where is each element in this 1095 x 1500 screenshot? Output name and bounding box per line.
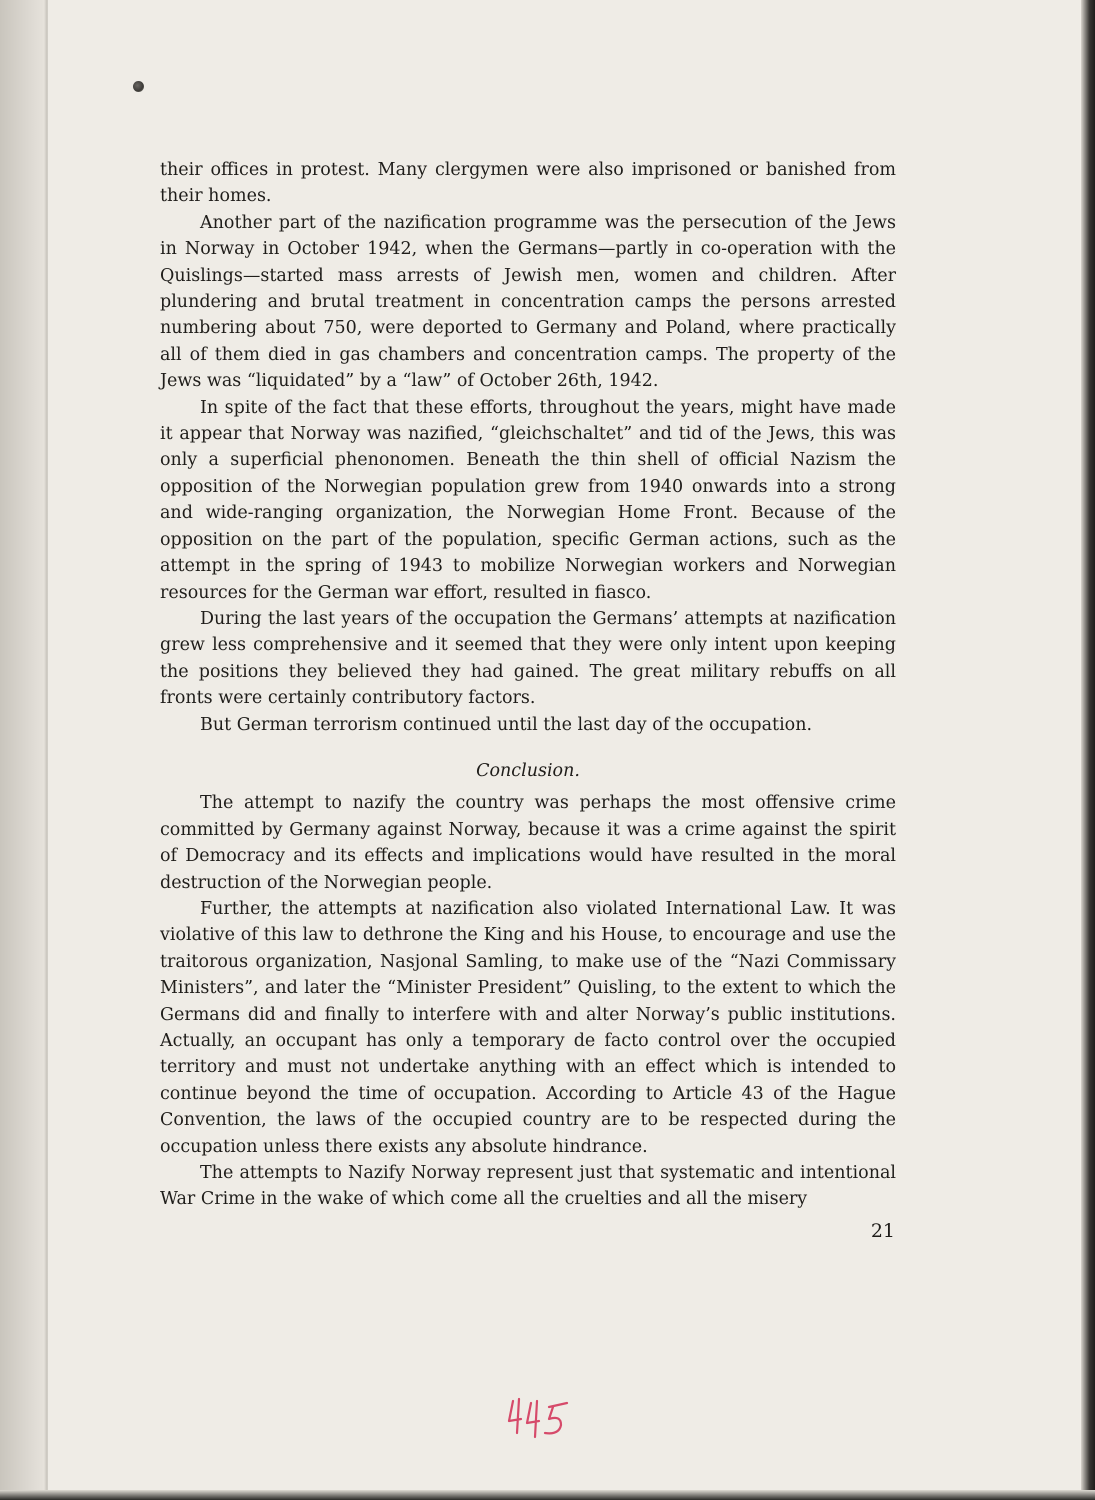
- page-right-edge: [1081, 0, 1095, 1500]
- body-text: [160, 157, 896, 1213]
- page-binding-edge: [0, 0, 48, 1500]
- paragraph-3: In spite of the fact that these efforts, throughout the years, might have made it appear that Norway was nazified, “gleichschaltet” and tid of the Jews, this was only a superficial phenonomen. Beneath the thin shell of official Nazism the opposition of the Norwegian population grew from 1940 onwards into a strong and wide-ranging organization, the Norwegian Home Front. Because of the opposition on the part of the population, specific German actions, such as the attempt in the spring of 1943 to mobilize Norwegian workers and Norwegian resources for the German war effort, resulted in fiasco.: [160, 397, 896, 603]
- page-number: 21: [870, 1220, 895, 1242]
- conclusion-paragraph-3: The attempts to Nazify Norway represent just that systematic and intentional War Crime in the wake of which come all the cruelties and all the misery: [160, 1163, 896, 1210]
- paragraph-5: But German terrorism continued until the last day of the occupation.: [200, 714, 813, 735]
- paragraph-2: Another part of the nazification programme was the persecution of the Jews in Norway in October 1942, when the Germans—partly in co-operation with the Quislings—started mass arrests of Jewish men, women and children. After plundering and brutal treatment in concentration camps the persons arrested numbering about 750, were deported to Germany and Poland, where practically all of them died in gas chambers and concentration camps. The property of the Jews was “liquidated” by a “law” of October 26th, 1942.: [160, 212, 896, 392]
- conclusion-paragraph-1: The attempt to nazify the country was perhaps the most offensive crime committed by Germany against Norway, because it was a crime against the spirit of Democracy and its effects and implications would have resulted in the moral destruction of the Norwegian people.: [160, 793, 896, 893]
- page-bottom-edge: [0, 1490, 1095, 1500]
- section-heading-conclusion: Conclusion.: [476, 760, 580, 781]
- paragraph-1: their offices in protest. Many clergymen were also imprisoned or banished from their homes.: [160, 160, 896, 207]
- punch-hole: [133, 81, 144, 92]
- handwritten-page-annotation: [505, 1393, 585, 1441]
- paragraph-4: During the last years of the occupation the Germans’ attempts at nazification grew less comprehensive and it seemed that they were only intent upon keeping the positions they believed they had gained. The great military rebuffs on all fronts were certainly contributory factors.: [160, 608, 896, 709]
- conclusion-paragraph-2: Further, the attempts at nazification also violated International Law. It was violative of this law to dethrone the King and his House, to encourage and use the traitorous organization, Nasjonal Samling, to make use of the “Nazi Commissary Ministers”, and later the “Minister President” Quisling, to the extent to which the Germans did and finally to interfere with and alter Norway’s public institutions. Actually, an occupant has only a temporary de facto control over the occupied territory and must not undertake anything with an effect which is intended to continue beyond the time of occupation. According to Article 43 of the Hague Convention, the laws of the occupied country are to be respected during the occupation unless there exists any absolute hindrance.: [160, 898, 896, 1157]
